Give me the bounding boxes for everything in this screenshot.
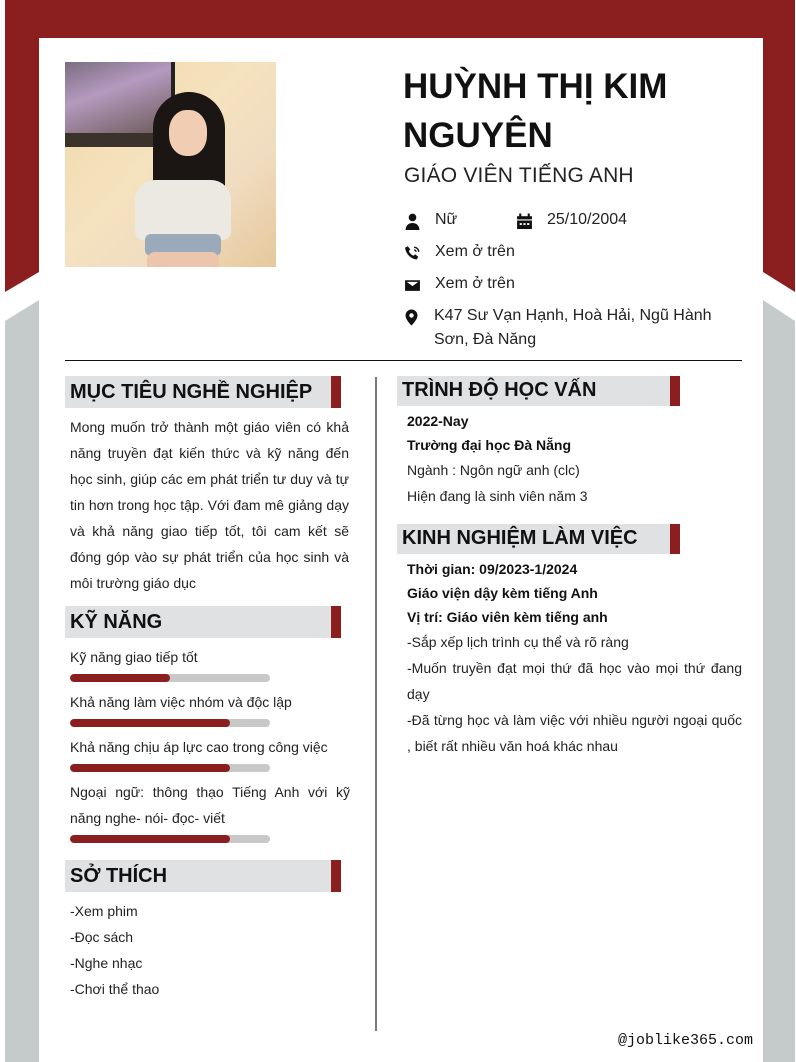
experience-period: Thời gian: 09/2023-1/2024 — [407, 561, 578, 577]
header-accent — [331, 606, 341, 638]
photo-body — [135, 180, 231, 240]
phone-value: Xem ở trên — [435, 243, 515, 260]
email-row — [403, 275, 515, 296]
education-entry — [407, 409, 742, 509]
hobby-item: -Đọc sách — [70, 929, 134, 945]
education-status: Hiện đang là sinh viên năm 3 — [407, 488, 588, 504]
photo-legs — [147, 252, 219, 267]
experience-title: KINH NGHIỆM LÀM VIỆC — [402, 527, 638, 549]
user-icon — [403, 212, 421, 230]
skill-label: Khả năng làm việc nhóm và độc lập — [70, 694, 292, 710]
map-pin-icon — [403, 308, 420, 326]
skill-label: Kỹ năng giao tiếp tốt — [70, 649, 198, 665]
header-accent — [670, 376, 680, 406]
skill-bar-fill — [70, 719, 230, 727]
left-gray-band — [5, 300, 39, 1062]
header-accent — [670, 524, 680, 554]
objective-title: MỤC TIÊU NGHỀ NGHIỆP — [70, 381, 313, 403]
phone-icon — [403, 244, 421, 262]
hobbies-list — [70, 898, 159, 1002]
skill-bar-fill — [70, 764, 230, 772]
hobby-item: -Xem phim — [70, 903, 138, 919]
hobbies-header — [65, 860, 341, 892]
experience-detail: -Đã từng học và làm việc với nhiều người ngoại quốc , biết rất nhiều văn hoá khác nhau — [407, 712, 742, 754]
header-accent — [331, 860, 341, 892]
hobby-item: -Chơi thể thao — [70, 981, 160, 997]
birthdate-row — [515, 211, 627, 232]
skill-bar-fill — [70, 835, 230, 843]
right-red-band — [763, 0, 795, 292]
watermark: @joblike365.com — [618, 1032, 754, 1049]
skill-bar — [70, 835, 270, 843]
address-row — [403, 307, 723, 352]
hobbies-title: SỞ THÍCH — [70, 865, 168, 887]
education-school: Trường đại học Đà Nẵng — [407, 437, 571, 453]
address-value: K47 Sư Vạn Hạnh, Hoà Hải, Ngũ Hành Sơn, Đà Năng — [434, 307, 712, 348]
skills-header — [65, 606, 341, 638]
objective-header — [65, 376, 341, 408]
experience-entry — [407, 557, 742, 759]
education-title: TRÌNH ĐỘ HỌC VẤN — [402, 379, 597, 401]
calendar-icon — [515, 212, 533, 230]
experience-position: Vị trí: Giáo viên kèm tiếng anh — [407, 609, 608, 625]
skill-item — [70, 779, 350, 843]
skill-bar-fill — [70, 674, 170, 682]
birthdate-value: 25/10/2004 — [547, 211, 628, 228]
job-title: GIÁO VIÊN TIẾNG ANH — [404, 164, 634, 187]
skill-label: Khả năng chịu áp lực cao trong công việc — [70, 739, 328, 755]
objective-text: Mong muốn trở thành một giáo viên có khả năng truyền đạt kiến thức và kỹ năng đến học sinh, giúp các em phát triển tư duy và tự tin hơn trong học tập. Với đam mê giảng dạy và khả năng giao tiếp tốt, tôi cam kết sẽ đóng góp vào sự phát triển của học sinh và môi trường giáo dục — [70, 419, 349, 591]
header-accent — [331, 376, 341, 408]
column-divider — [375, 377, 377, 1031]
skill-bar — [70, 764, 270, 772]
skill-item — [70, 689, 350, 727]
experience-company: Giáo viện dậy kèm tiếng Anh — [407, 585, 598, 601]
photo-face — [169, 110, 207, 156]
experience-detail: -Sắp xếp lịch trình cụ thể và rõ ràng — [407, 634, 629, 650]
skill-item — [70, 644, 350, 682]
top-banner — [5, 0, 795, 38]
header-divider — [65, 360, 742, 361]
phone-row — [403, 243, 515, 264]
education-header — [397, 376, 680, 406]
candidate-name: HUỲNH THỊ KIM NGUYÊN — [403, 67, 668, 155]
profile-photo — [65, 62, 276, 267]
skill-item — [70, 734, 350, 772]
skills-title: KỸ NĂNG — [70, 611, 163, 633]
skill-label: Ngoại ngữ: thông thạo Tiếng Anh với kỹ năng nghe- nói- đọc- viết — [70, 784, 350, 826]
hobby-item: -Nghe nhạc — [70, 955, 143, 971]
gender-row — [403, 211, 457, 232]
left-red-band — [5, 0, 39, 292]
education-major: Ngành : Ngôn ngữ anh (clc) — [407, 462, 580, 478]
gender-value: Nữ — [435, 211, 458, 228]
email-value: Xem ở trên — [435, 275, 515, 292]
skill-bar — [70, 719, 270, 727]
skill-bar — [70, 674, 270, 682]
right-gray-band — [763, 300, 795, 1062]
experience-header — [397, 524, 680, 554]
education-period: 2022-Nay — [407, 413, 469, 429]
envelope-icon — [403, 276, 421, 294]
experience-detail: -Muốn truyền đạt mọi thứ đã học vào mọi thứ đang dạy — [407, 660, 742, 702]
